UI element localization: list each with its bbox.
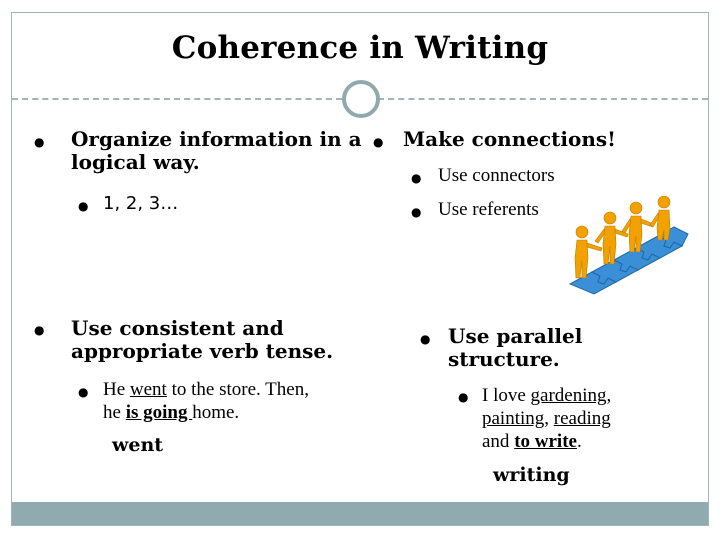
right-sub-referents: Use referents (438, 199, 539, 220)
example-underlined-verb: is going (125, 402, 193, 423)
right-point-parallel-line2: structure. (448, 347, 560, 371)
bullet-icon: ● (420, 332, 431, 346)
example-text: to the store. Then, (166, 379, 309, 400)
example-underlined-verb: went (129, 379, 167, 400)
footer-bar (12, 502, 708, 525)
title-divider-right (378, 98, 708, 100)
bullet-icon: ● (411, 171, 422, 185)
slide-title: Coherence in Writing (171, 30, 549, 66)
example-underlined-word: gardening, (530, 385, 612, 406)
left-point-organize-line1: Organize information in a (71, 127, 362, 151)
right-correction-word: writing (493, 464, 570, 486)
example-text: , (544, 408, 554, 429)
left-point-organize-line2: logical way. (71, 150, 200, 174)
left-point-organize (71, 128, 362, 174)
bullet-icon: ● (34, 135, 45, 149)
bullet-icon: ● (34, 323, 45, 337)
left-correction-word: went (112, 434, 164, 456)
bullet-icon: ● (78, 199, 89, 213)
left-sub-sequence: 1, 2, 3… (103, 193, 179, 214)
left-example-sentence (103, 378, 309, 424)
bullet-icon: ● (411, 205, 422, 219)
example-text: I love (482, 385, 531, 406)
example-underlined-word: to write (514, 431, 577, 452)
example-text: he (103, 402, 126, 423)
example-text: . (576, 431, 582, 452)
right-sub-connectors: Use connectors (438, 165, 555, 186)
left-point-verb-tense-line2: appropriate verb tense. (71, 339, 334, 363)
left-point-verb-tense-line1: Use consistent and (71, 316, 284, 340)
bullet-icon: ● (373, 135, 384, 149)
bullet-icon: ● (458, 390, 469, 404)
example-text: home. (192, 402, 240, 423)
divider-circle-icon (342, 80, 380, 118)
example-text: He (103, 379, 130, 400)
example-underlined-word: reading (553, 408, 611, 429)
example-underlined-word: painting (482, 408, 545, 429)
right-example-sentence (482, 384, 611, 453)
right-point-parallel-line1: Use parallel (448, 324, 583, 348)
right-point-parallel (448, 325, 582, 371)
bullet-icon: ● (78, 385, 89, 399)
people-puzzle-illustration-icon (562, 196, 692, 300)
left-point-verb-tense (71, 317, 333, 363)
title-divider-left (12, 98, 342, 100)
example-text: and (482, 431, 515, 452)
right-point-connections: Make connections! (403, 127, 616, 151)
